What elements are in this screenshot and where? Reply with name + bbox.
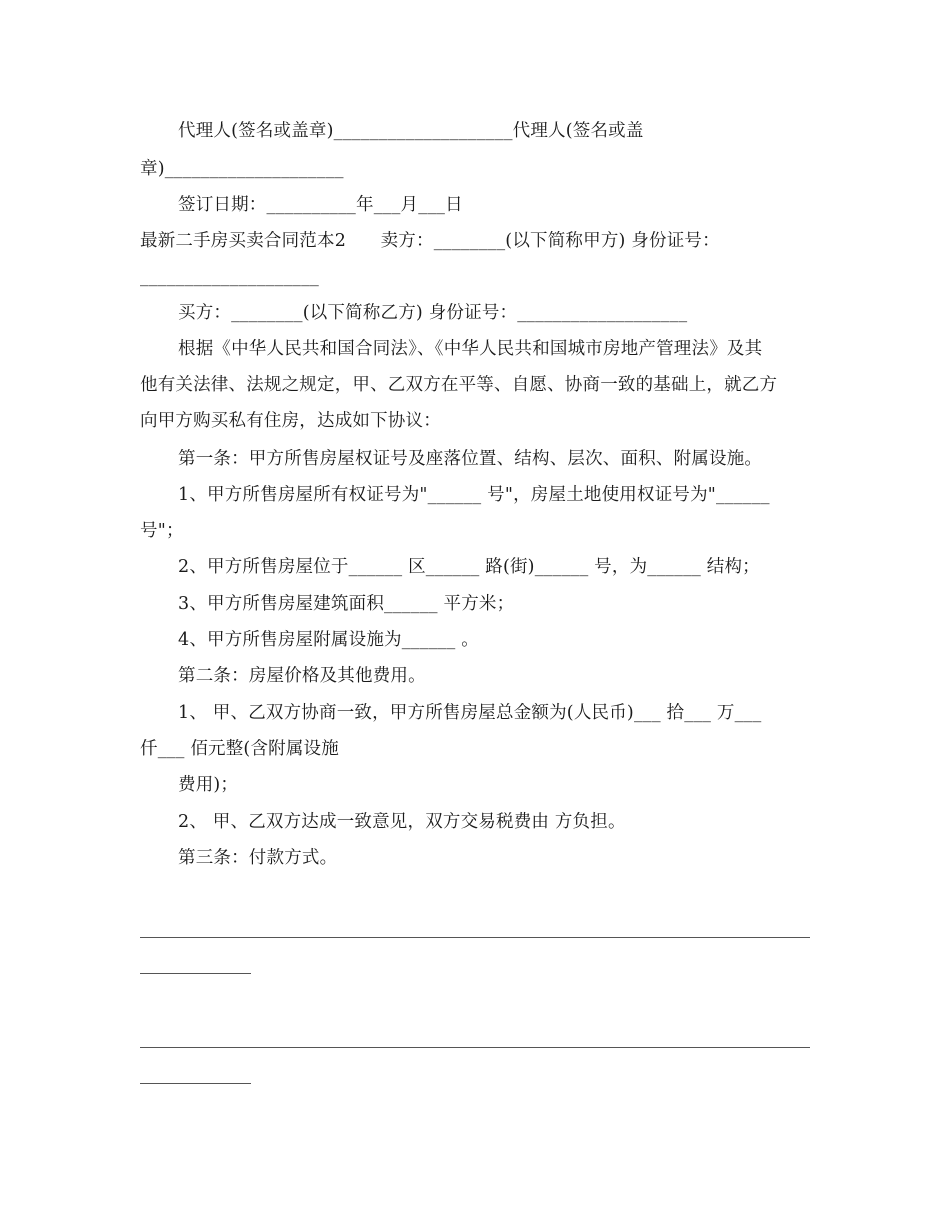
buyer-line: 买方：________(以下简称乙方) 身份证号：___________________ [178,303,688,323]
article-3-heading: 第三条：付款方式。 [178,848,338,868]
article-2-item-1: 1、 甲、乙双方协商一致，甲方所售房屋总金额为(人民币)___ 拾___ 万___ [178,703,762,723]
article-1-item-4: 4、甲方所售房屋附属设施为______ 。 [178,630,479,650]
article-2-item-1-cont: 仟___ 佰元整(含附属设施 [140,739,339,759]
article-2-heading: 第二条：房屋价格及其他费用。 [178,666,426,686]
article-2-item-2: 2、 甲、乙双方达成一致意见，双方交易税费由 方负担。 [178,812,626,832]
signing-date-line: 签订日期：__________年___月___日 [178,195,463,215]
blank-line-1-end [140,973,251,974]
article-1-item-3: 3、甲方所售房屋建筑面积______ 平方米； [178,594,515,614]
blank-line-2-end [140,1083,251,1084]
paragraph-basis-3: 向甲方购买私有住房，达成如下协议： [140,411,441,431]
seller-id-line-cont: ____________________ [140,267,319,287]
paragraph-basis-1: 根据《中华人民共和国合同法》、《中华人民共和国城市房地产管理法》及其 [178,339,763,359]
agent-signature-line: 代理人(签名或盖章)____________________代理人(签名或盖 [178,121,644,141]
article-1-item-1-cont: 号"； [140,521,184,541]
paragraph-basis-2: 他有关法律、法规之规定，甲、乙双方在平等、自愿、协商一致的基础上，就乙方 [140,375,778,395]
article-2-item-1-cont2: 费用)； [178,775,239,795]
agent-signature-line-cont: 章)____________________ [140,159,344,179]
article-1-heading: 第一条：甲方所售房屋权证号及座落位置、结构、层次、面积、附属设施。 [178,449,763,469]
article-1-item-1: 1、甲方所售房屋所有权证号为"______ 号"，房屋土地使用权证号为"______ [178,485,770,505]
contract-title-seller-line: 最新二手房买卖合同范本2 卖方：________(以下简称甲方) 身份证号： [140,231,720,251]
article-1-item-2: 2、甲方所售房屋位于______ 区______ 路(街)______ 号，为______ 结构； [178,557,760,577]
blank-line-2 [140,1047,810,1048]
blank-line-1 [140,937,810,938]
